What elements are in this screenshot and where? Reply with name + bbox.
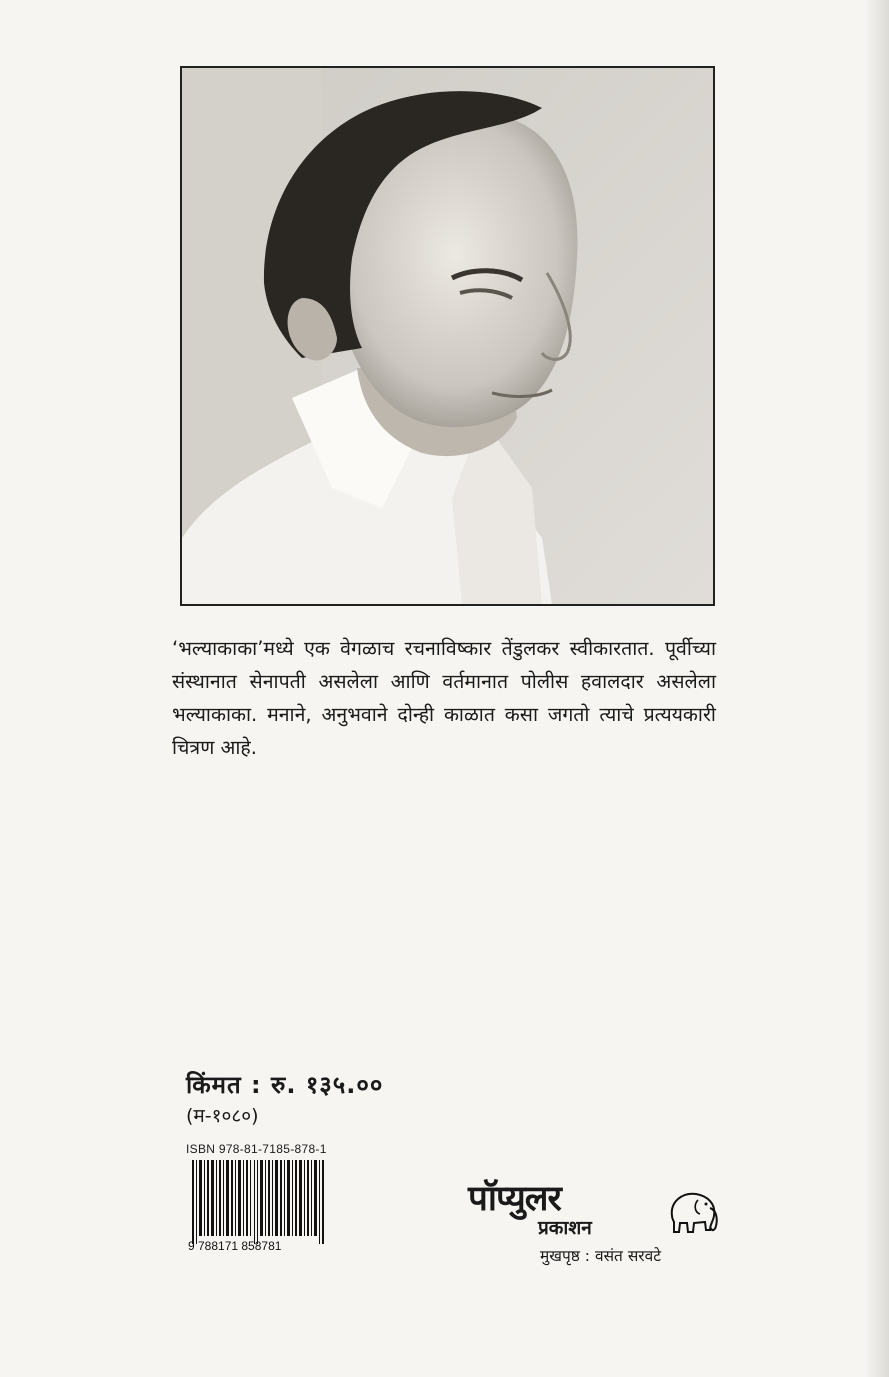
isbn-barcode xyxy=(186,1158,334,1252)
publisher-name: पॉप्युलर xyxy=(468,1179,561,1219)
author-photo xyxy=(180,66,715,606)
book-spine-edge xyxy=(867,0,889,1377)
blurb-text: ‘भल्याकाका’मध्ये एक वेगळाच रचनाविष्कार तेंडुलकर स्वीकारतात. पूर्वीच्या संस्थानात सेनापती असलेला आणि वर्तमानात पोलीस हवालदार असलेला भल्याकाका. मनाने, अनुभवाने दोन्ही काळात कसा जगतो त्याचे प्रत्ययकारी चित्रण आहे. xyxy=(172,637,716,759)
portrait-image xyxy=(182,68,713,604)
publisher-logo xyxy=(468,1180,728,1240)
price: किंमत : रु. १३५.०० xyxy=(186,1071,384,1099)
barcode-digits: 9 788171 858781 xyxy=(188,1239,282,1252)
publisher-sub: प्रकाशन xyxy=(538,1217,592,1239)
isbn-label: ISBN 978-81-7185-878-1 xyxy=(186,1142,327,1156)
cover-credit: मुखपृष्ठ : वसंत सरवटे xyxy=(540,1247,662,1265)
elephant-icon xyxy=(664,1186,722,1238)
barcode-icon xyxy=(186,1158,334,1252)
catalog-code: (म-१०८०) xyxy=(186,1105,259,1127)
